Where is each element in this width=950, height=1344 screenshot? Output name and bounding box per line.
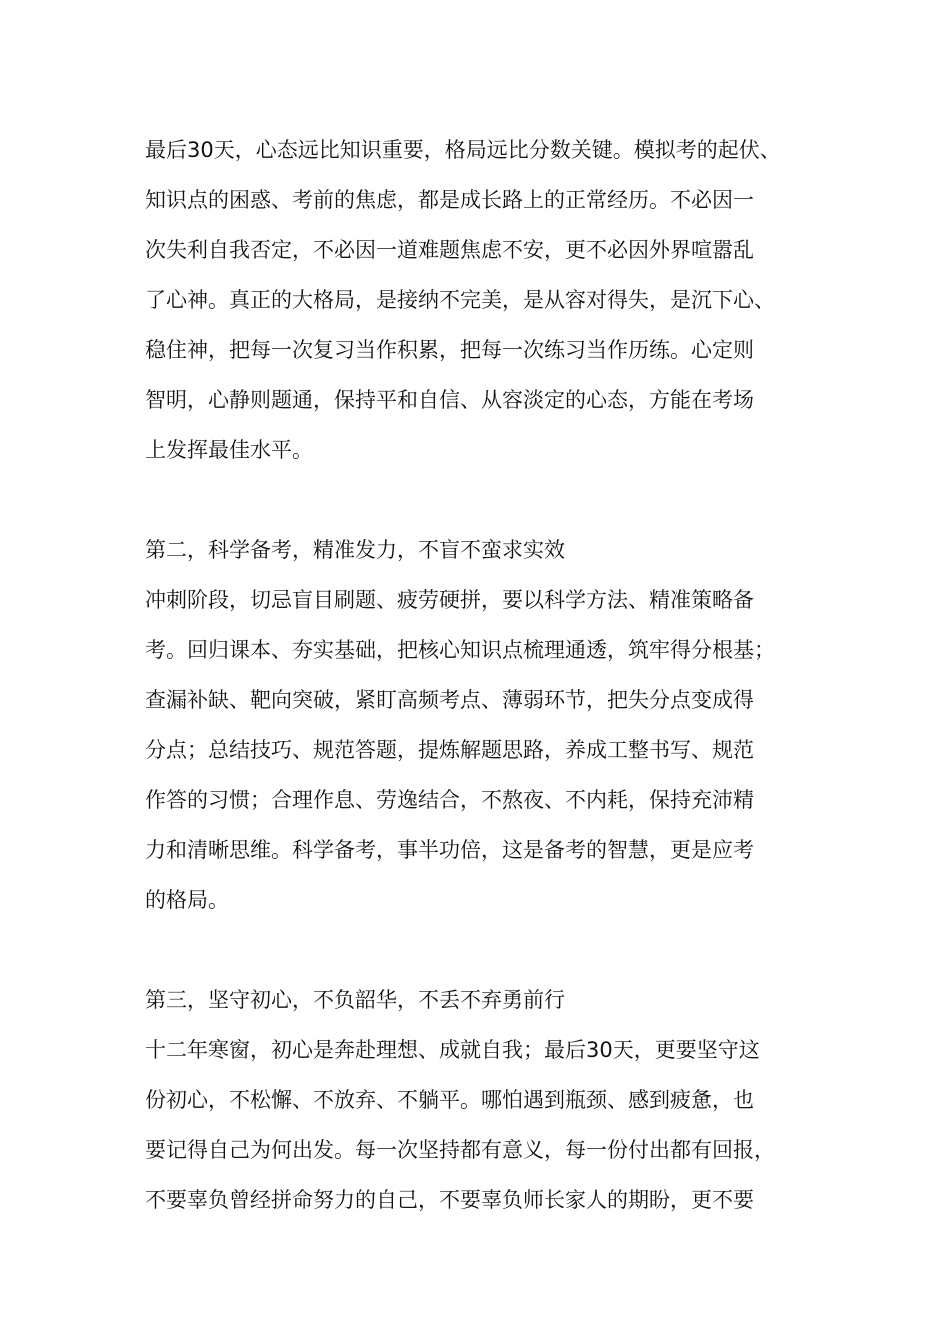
paragraph-line: 份初心，不松懈、不放弃、不躺平。哪怕遇到瓶颈、感到疲惫，也	[145, 1088, 754, 1112]
paragraph-line: 最后30天，心态远比知识重要，格局远比分数关键。模拟考的起伏、	[145, 138, 781, 162]
paragraph-line: 知识点的困惑、考前的焦虑，都是成长路上的正常经历。不必因一	[145, 188, 754, 212]
paragraph-line: 作答的习惯；合理作息、劳逸结合，不熬夜、不内耗，保持充沛精	[145, 788, 754, 812]
paragraph-line: 冲刺阶段，切忌盲目刷题、疲劳硬拼，要以科学方法、精准策略备	[145, 588, 754, 612]
paragraph-line: 次失利自我否定，不必因一道难题焦虑不安，更不必因外界喧嚣乱	[145, 238, 754, 262]
paragraph-line: 要记得自己为何出发。每一次坚持都有意义，每一份付出都有回报，	[145, 1138, 775, 1162]
paragraph-line: 了心神。真正的大格局，是接纳不完美，是从容对得失，是沉下心、	[145, 288, 775, 312]
paragraph-line: 的格局。	[145, 888, 229, 912]
paragraph-line: 分点；总结技巧、规范答题，提炼解题思路，养成工整书写、规范	[145, 738, 754, 762]
section-heading: 第三，坚守初心，不负韶华，不丢不弃勇前行	[145, 988, 565, 1012]
paragraph-line: 智明，心静则题通，保持平和自信、从容淡定的心态，方能在考场	[145, 388, 754, 412]
paragraph-line: 查漏补缺、靶向突破，紧盯高频考点、薄弱环节，把失分点变成得	[145, 688, 754, 712]
paragraph-line: 十二年寒窗，初心是奔赴理想、成就自我；最后30天，更要坚守这	[145, 1038, 760, 1062]
paragraph-line: 上发挥最佳水平。	[145, 438, 313, 462]
paragraph-line: 不要辜负曾经拼命努力的自己，不要辜负师长家人的期盼，更不要	[145, 1188, 754, 1212]
paragraph-line: 稳住神，把每一次复习当作积累，把每一次练习当作历练。心定则	[145, 338, 754, 362]
section-heading: 第二，科学备考，精准发力，不盲不蛮求实效	[145, 538, 565, 562]
paragraph-line: 考。回归课本、夯实基础，把核心知识点梳理通透，筑牢得分根基；	[145, 638, 775, 662]
paragraph-line: 力和清晰思维。科学备考，事半功倍，这是备考的智慧，更是应考	[145, 838, 754, 862]
